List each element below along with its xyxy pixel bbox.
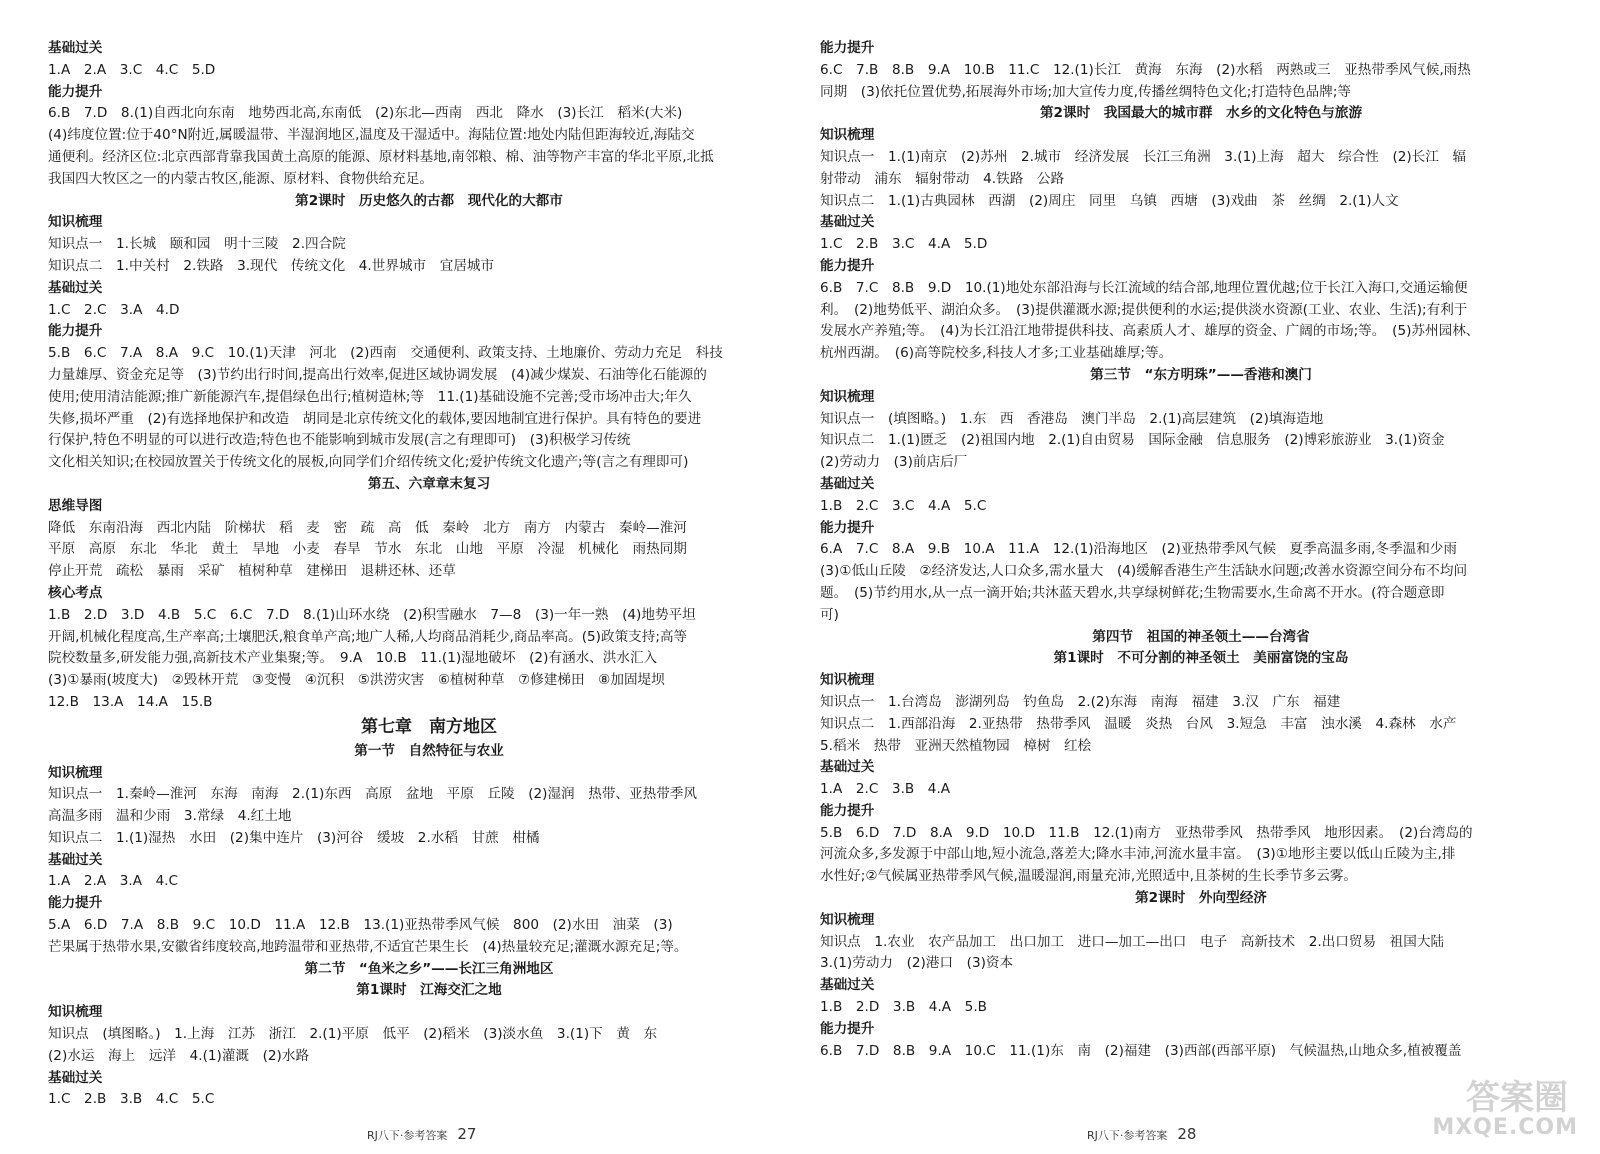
page-number: 28 (1177, 1125, 1197, 1143)
section-heading: 基础过关 (820, 759, 875, 776)
answer-line: (4)纬度位置:位于40°N附近,属暖温带、半湿润地区,温度及干湿适中。海陆位置:地处内陆但距海较近,海陆交 (48, 127, 695, 144)
answer-line: (2)劳动力 (3)前店后厂 (820, 454, 968, 471)
answer-line: (3)①暴雨(坡度大) ②毁林开荒 ③变慢 ④沉积 ⑤洪涝灾害 ⑥植树种草 ⑦修建梯田 ⑧加固堤坝 (48, 672, 665, 689)
section-heading: 基础过关 (820, 475, 875, 492)
watermark-text: MXQE.COM (1432, 1115, 1578, 1140)
section-heading: 能力提升 (820, 257, 875, 274)
answer-line: 知识点一 1.(1)南京 (2)苏州 2.城市 经济发展 长江三角洲 3.(1)上海 超大 综合性 (2)长江 辐 (820, 148, 1467, 165)
answer-line: 力量雄厚、资金充足等 (3)节约出行时间,提高出行效率,促进区域协调发展 (4)减少煤炭、石油等化石能源的 (48, 366, 707, 383)
answer-line: 知识点二 1.中关村 2.铁路 3.现代 传统文化 4.世界城市 宜居城市 (48, 257, 495, 274)
section-heading: 第二节 “鱼米之乡”——长江三角洲地区 (304, 960, 554, 977)
section-heading: 能力提升 (48, 83, 103, 100)
footer-left (360, 1112, 476, 1143)
section-heading: 能力提升 (820, 519, 875, 536)
answer-line: 同期 (3)依托位置优势,拓展海外市场;加大宣传力度,传播丝绸特色文化;打造特色品牌;等 (820, 83, 1352, 100)
section-heading: 能力提升 (48, 323, 103, 340)
section-heading: 第五、六章章末复习 (367, 475, 491, 492)
section-heading: 第一节 自然特征与农业 (354, 742, 504, 759)
answer-line: 射带动 浦东 辐射带动 4.铁路 公路 (820, 170, 1065, 187)
section-heading: 知识梳理 (48, 214, 103, 231)
section-heading: 第2课时 历史悠久的古都 现代化的大都市 (295, 192, 563, 209)
watermark-logo: 答案圈 (1466, 1078, 1568, 1118)
answer-line: 知识点二 1.西部沿海 2.亚热带 热带季风 温暖 炎热 台风 3.短急 丰富 浊水溪 4.森林 水产 (820, 715, 1457, 732)
answer-line: 5.B 6.D 7.D 8.A 9.D 10.D 11.B 12.(1)南方 亚热带季风 热带季风 地形因素。 (2)台湾岛的 (820, 824, 1473, 841)
answer-line: 1.B 2.D 3.D 4.B 5.C 6.C 7.D 8.(1)山环水绕 (2)积雪融水 7—8 (3)一年一熟 (4)地势平坦 (48, 606, 696, 623)
footer-label: RJ八下·参考答案 (1087, 1129, 1168, 1142)
page-number: 27 (457, 1125, 477, 1143)
answer-line: 芒果属于热带水果,安徽省纬度较高,地跨温带和亚热带,不适宜芒果生长 (4)热量较充足;灌溉水源充足;等。 (48, 938, 688, 955)
answer-line: 知识点一 1.秦岭—淮河 东海 南海 2.(1)东西 高原 盆地 平原 丘陵 (2)湿润 热带、亚热带季风 (48, 786, 697, 803)
answer-line: (2)水运 海上 远洋 4.(1)灌溉 (2)水路 (48, 1047, 310, 1064)
section-heading: 知识梳理 (820, 911, 875, 928)
answer-line: 3.(1)劳动力 (2)港口 (3)资本 (820, 955, 1014, 972)
section-heading: 第四节 祖国的神圣领土——台湾省 (1092, 628, 1310, 645)
answer-line: 院校数量多,研发能力强,高新技术产业集聚;等。 9.A 10.B 11.(1)湿地破坏 (2)有涵水、洪水汇入 (48, 650, 658, 667)
answer-line: 1.A 2.A 3.C 4.C 5.D (48, 61, 216, 78)
answer-line: 6.B 7.D 8.(1)自西北向东南 地势西北高,东南低 (2)东北—西南 西北 降水 (3)长江 稻米(大米) (48, 105, 683, 122)
right-answer-column (820, 38, 1582, 1062)
section-heading: 第2课时 外向型经济 (1135, 890, 1267, 907)
section-heading: 能力提升 (820, 40, 875, 56)
section-heading: 知识梳理 (48, 764, 103, 781)
answer-line: 1.C 2.B 3.B 4.C 5.C (48, 1091, 215, 1108)
answer-line: 知识点二 1.(1)湿热 水田 (2)集中连片 (3)河谷 缓坡 2.水稻 甘蔗 柑橘 (48, 829, 540, 846)
answer-line: 知识点二 1.(1)匮乏 (2)祖国内地 2.(1)自由贸易 国际金融 信息服务 (2)博彩旅游业 3.(1)资金 (820, 432, 1445, 449)
answer-line: 6.B 7.C 8.B 9.D 10.(1)地处东部沿海与长江流域的结合部,地理位置优越;位于长江入海口,交通运输便 (820, 279, 1468, 296)
answer-line: (3)①低山丘陵 ②经济发达,人口众多,需水量大 (4)缓解香港生产生活缺水问题;改善水资源空间分布不均问 (820, 563, 1468, 580)
answer-line: 使用;使用清洁能源;推广新能源汽车,提倡绿色出行;植树造林;等 11.(1)基础设施不完善;受市场冲击大;年久 (48, 388, 692, 405)
answer-line: 知识点二 1.(1)古典园林 西湖 (2)周庄 同里 乌镇 西塘 (3)戏曲 茶 丝绸 2.(1)人文 (820, 192, 1399, 209)
watermark (1398, 1070, 1578, 1140)
section-heading: 基础过关 (48, 279, 103, 296)
answer-line: 知识点一 (填图略。) 1.东 西 香港岛 澳门半岛 2.(1)高层建筑 (2)填海造地 (820, 410, 1324, 427)
section-heading: 第1课时 江海交汇之地 (356, 982, 502, 999)
section-heading: 第三节 “东方明珠”——香港和澳门 (1090, 366, 1312, 383)
answer-line: 1.C 2.B 3.C 4.A 5.D (820, 236, 988, 253)
answer-line: 行保护,特色不明显的可以进行改造;特色也不能影响到城市发展(言之有理即可) (3)积极学习传统 (48, 432, 631, 449)
section-heading: 知识梳理 (820, 127, 875, 144)
answer-line: 我国四大牧区之一的内蒙古牧区,能源、原材料、食物供给充足。 (48, 170, 433, 187)
section-heading: 能力提升 (820, 802, 875, 819)
section-heading: 基础过关 (48, 40, 103, 56)
section-heading: 思维导图 (48, 497, 103, 514)
section-heading: 能力提升 (48, 895, 103, 912)
section-heading: 知识梳理 (820, 388, 875, 405)
answer-line: 知识点一 1.台湾岛 澎湖列岛 钓鱼岛 2.(2)东海 南海 福建 3.汉 广东 福建 (820, 693, 1341, 710)
section-heading: 第七章 南方地区 (361, 716, 497, 737)
section-heading: 知识梳理 (820, 672, 875, 689)
section-heading: 基础过关 (48, 1069, 103, 1086)
answer-line: 1.A 2.A 3.A 4.C (48, 873, 179, 890)
answer-line: 文化相关知识;在校园放置关于传统文化的展板,向同学们介绍传统文化;爱护传统文化遗产;等(言之有理即可) (48, 454, 689, 471)
answer-line: 可) (820, 606, 839, 623)
section-heading: 第1课时 不可分割的神圣领土 美丽富饶的宝岛 (1053, 650, 1349, 667)
section-heading: 基础过关 (820, 977, 875, 994)
answer-line: 利。 (2)地势低平、湖泊众多。 (3)提供灌溉水源;提供便利的水运;提供淡水资源(工业、农业、生活);有利于 (820, 301, 1468, 318)
answer-line: 5.A 6.D 7.A 8.B 9.C 10.D 11.A 12.B 13.(1)亚热带季风气候 800 (2)水田 油菜 (3) (48, 917, 673, 934)
answer-line: 知识点 (填图略。) 1.上海 江苏 浙江 2.(1)平原 低平 (2)稻米 (3)淡水鱼 3.(1)下 黄 东 (48, 1026, 658, 1043)
section-heading: 基础过关 (48, 851, 103, 868)
footer-right (1080, 1112, 1196, 1143)
answer-line: 通便利。经济区位:北京西部背靠我国黄土高原的能源、原材料基地,南邻粮、棉、油等物产丰富的华北平原,北抵 (48, 148, 714, 165)
answer-line: 6.C 7.B 8.B 9.A 10.B 11.C 12.(1)长江 黄海 东海 (2)水稻 两熟或三 亚热带季风气候,雨热 (820, 61, 1471, 78)
answer-line: 高温多雨 温和少雨 3.常绿 4.红土地 (48, 808, 292, 825)
answer-line: 失修,损坏严重 (2)有选择地保护和改造 胡同是北京传统文化的载体,要因地制宜进行保护。具有特色的要进 (48, 410, 702, 427)
answer-line: 停止开荒 疏松 暴雨 采矿 植树种草 建梯田 退耕还林、还草 (48, 563, 456, 580)
answer-line: 开阔,机械化程度高,生产率高;土壤肥沃,粮食单产高;地广人稀,人均商品消耗少,商品率高。(5)政策支持;高等 (48, 628, 688, 645)
answer-line: 5.稻米 热带 亚洲天然植物园 樟树 红桧 (820, 737, 1092, 754)
answer-line: 杭州西湖。 (6)高等院校多,科技人才多;工业基础雄厚;等。 (820, 345, 1173, 362)
answer-line: 6.A 7.C 8.A 9.B 10.A 11.A 12.(1)沿海地区 (2)亚热带季风气候 夏季高温多雨,冬季温和少雨 (820, 541, 1457, 558)
left-answer-column (48, 38, 810, 1111)
answer-line: 平原 高原 东北 华北 黄土 旱地 小麦 春旱 节水 东北 山地 平原 冷湿 机械化 雨热同期 (48, 541, 687, 558)
answer-line: 5.B 6.C 7.A 8.A 9.C 10.(1)天津 河北 (2)西南 交通便利、政策支持、土地廉价、劳动力充足 科技 (48, 345, 723, 362)
answer-line: 1.C 2.C 3.A 4.D (48, 301, 180, 318)
answer-line: 知识点 1.农业 农产品加工 出口加工 进口—加工—出口 电子 高新技术 2.出口贸易 祖国大陆 (820, 933, 1445, 950)
answer-line: 12.B 13.A 14.A 15.B (48, 693, 213, 710)
answer-line: 1.B 2.C 3.C 4.A 5.C (820, 497, 987, 514)
answer-line: 知识点一 1.长城 颐和园 明十三陵 2.四合院 (48, 236, 346, 253)
section-heading: 基础过关 (820, 214, 875, 231)
section-heading: 核心考点 (48, 584, 103, 601)
answer-line: 1.B 2.D 3.B 4.A 5.B (820, 999, 987, 1016)
answer-line: 降低 东南沿海 西北内陆 阶梯状 稻 麦 密 疏 高 低 秦岭 北方 南方 内蒙古 秦岭—淮河 (48, 519, 687, 536)
answer-line: 1.A 2.C 3.B 4.A (820, 781, 951, 798)
section-heading: 知识梳理 (48, 1004, 103, 1021)
answer-line: 河流众多,多发源于中部山地,短小流急,落差大;降水丰沛,河流水量丰富。 (3)①地形主要以低山丘陵为主,排 (820, 846, 1456, 863)
answer-line: 题。 (5)节约用水,从一点一滴开始;共沐蓝天碧水,共享绿树鲜花;生物需要水,生命离不开水。(符合题意即 (820, 584, 1445, 601)
section-heading: 第2课时 我国最大的城市群 水乡的文化特色与旅游 (1039, 105, 1363, 122)
section-heading: 能力提升 (820, 1020, 875, 1037)
answer-line: 水性好;②气候属亚热带季风气候,温暖湿润,雨量充沛,光照适中,且茶树的生长季节多云雾。 (820, 868, 1358, 885)
answer-line: 6.B 7.D 8.B 9.A 10.C 11.(1)东 南 (2)福建 (3)西部(西部平原) 气候温热,山地众多,植被覆盖 (820, 1042, 1462, 1059)
footer-label: RJ八下·参考答案 (367, 1129, 448, 1142)
answer-line: 发展水产养殖;等。 (4)为长江沿江地带提供科技、高素质人才、雄厚的资金、广阔的市场;等。 (5)苏州园林、 (820, 323, 1480, 340)
